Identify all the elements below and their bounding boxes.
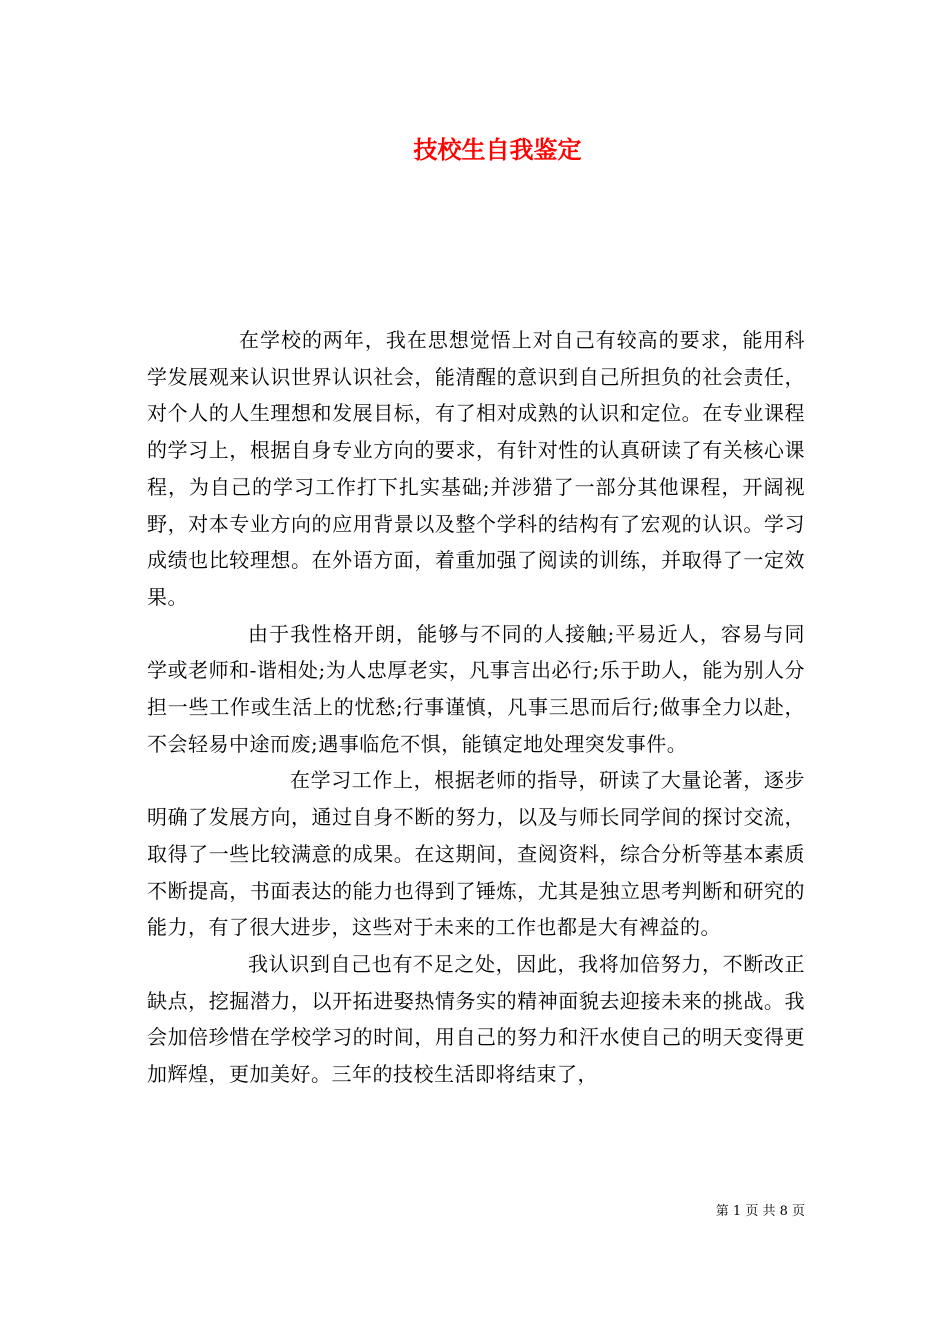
paragraph-2: 由于我性格开朗，能够与不同的人接触;平易近人，容易与同学或老师和-谐相处;为人忠厚老实，凡事言出必行;乐于助人，能为别人分担一些工作或生活上的忧愁;行事谨慎，凡事三思而后行;做事全力以赴，不会轻易中途而废;遇事临危不惧，能镇定地处理突发事件。 — [147, 621, 805, 756]
paragraph-4: 我认识到自己也有不足之处，因此，我将加倍努力，不断改正缺点，挖掘潜力，以开拓进娶热情务实的精神面貌去迎接未来的挑战。我会加倍珍惜在学校学习的时间，用自己的努力和汗水使自己的明天变得更加辉煌，更加美好。三年的技校生活即将结束了， — [147, 951, 805, 1087]
page-number-footer: 第 1 页 共 8 页 — [715, 1204, 805, 1219]
paragraph-3: 在学习工作上，根据老师的指导，研读了大量论著，逐步明确了发展方向，通过自身不断的努力，以及与师长同学间的探讨交流，取得了一些比较满意的成果。在这期间，查阅资料，综合分析等基本素质不断提高，书面表达的能力也得到了锤炼，尤其是独立思考判断和研究的能力，有了很大进步，这些对于未来的工作也都是大有裨益的。 — [147, 768, 805, 940]
paragraph-1: 在学校的两年，我在思想觉悟上对自己有较高的要求，能用科学发展观来认识世界认识社会，能清醒的意识到自己所担负的社会责任，对个人的人生理想和发展目标，有了相对成熟的认识和定位。在专业课程的学习上，根据自身专业方向的要求，有针对性的认真研读了有关核心课程，为自己的学习工作打下扎实基础;并涉猎了一部分其他课程，开阔视野，对本专业方向的应用背景以及整个学科的结构有了宏观的认识。学习成绩也比较理想。在外语方面，着重加强了阅读的训练，并取得了一定效果。 — [147, 328, 805, 609]
document-title: 技校生自我鉴定 — [413, 135, 582, 164]
document-body — [147, 322, 805, 1093]
